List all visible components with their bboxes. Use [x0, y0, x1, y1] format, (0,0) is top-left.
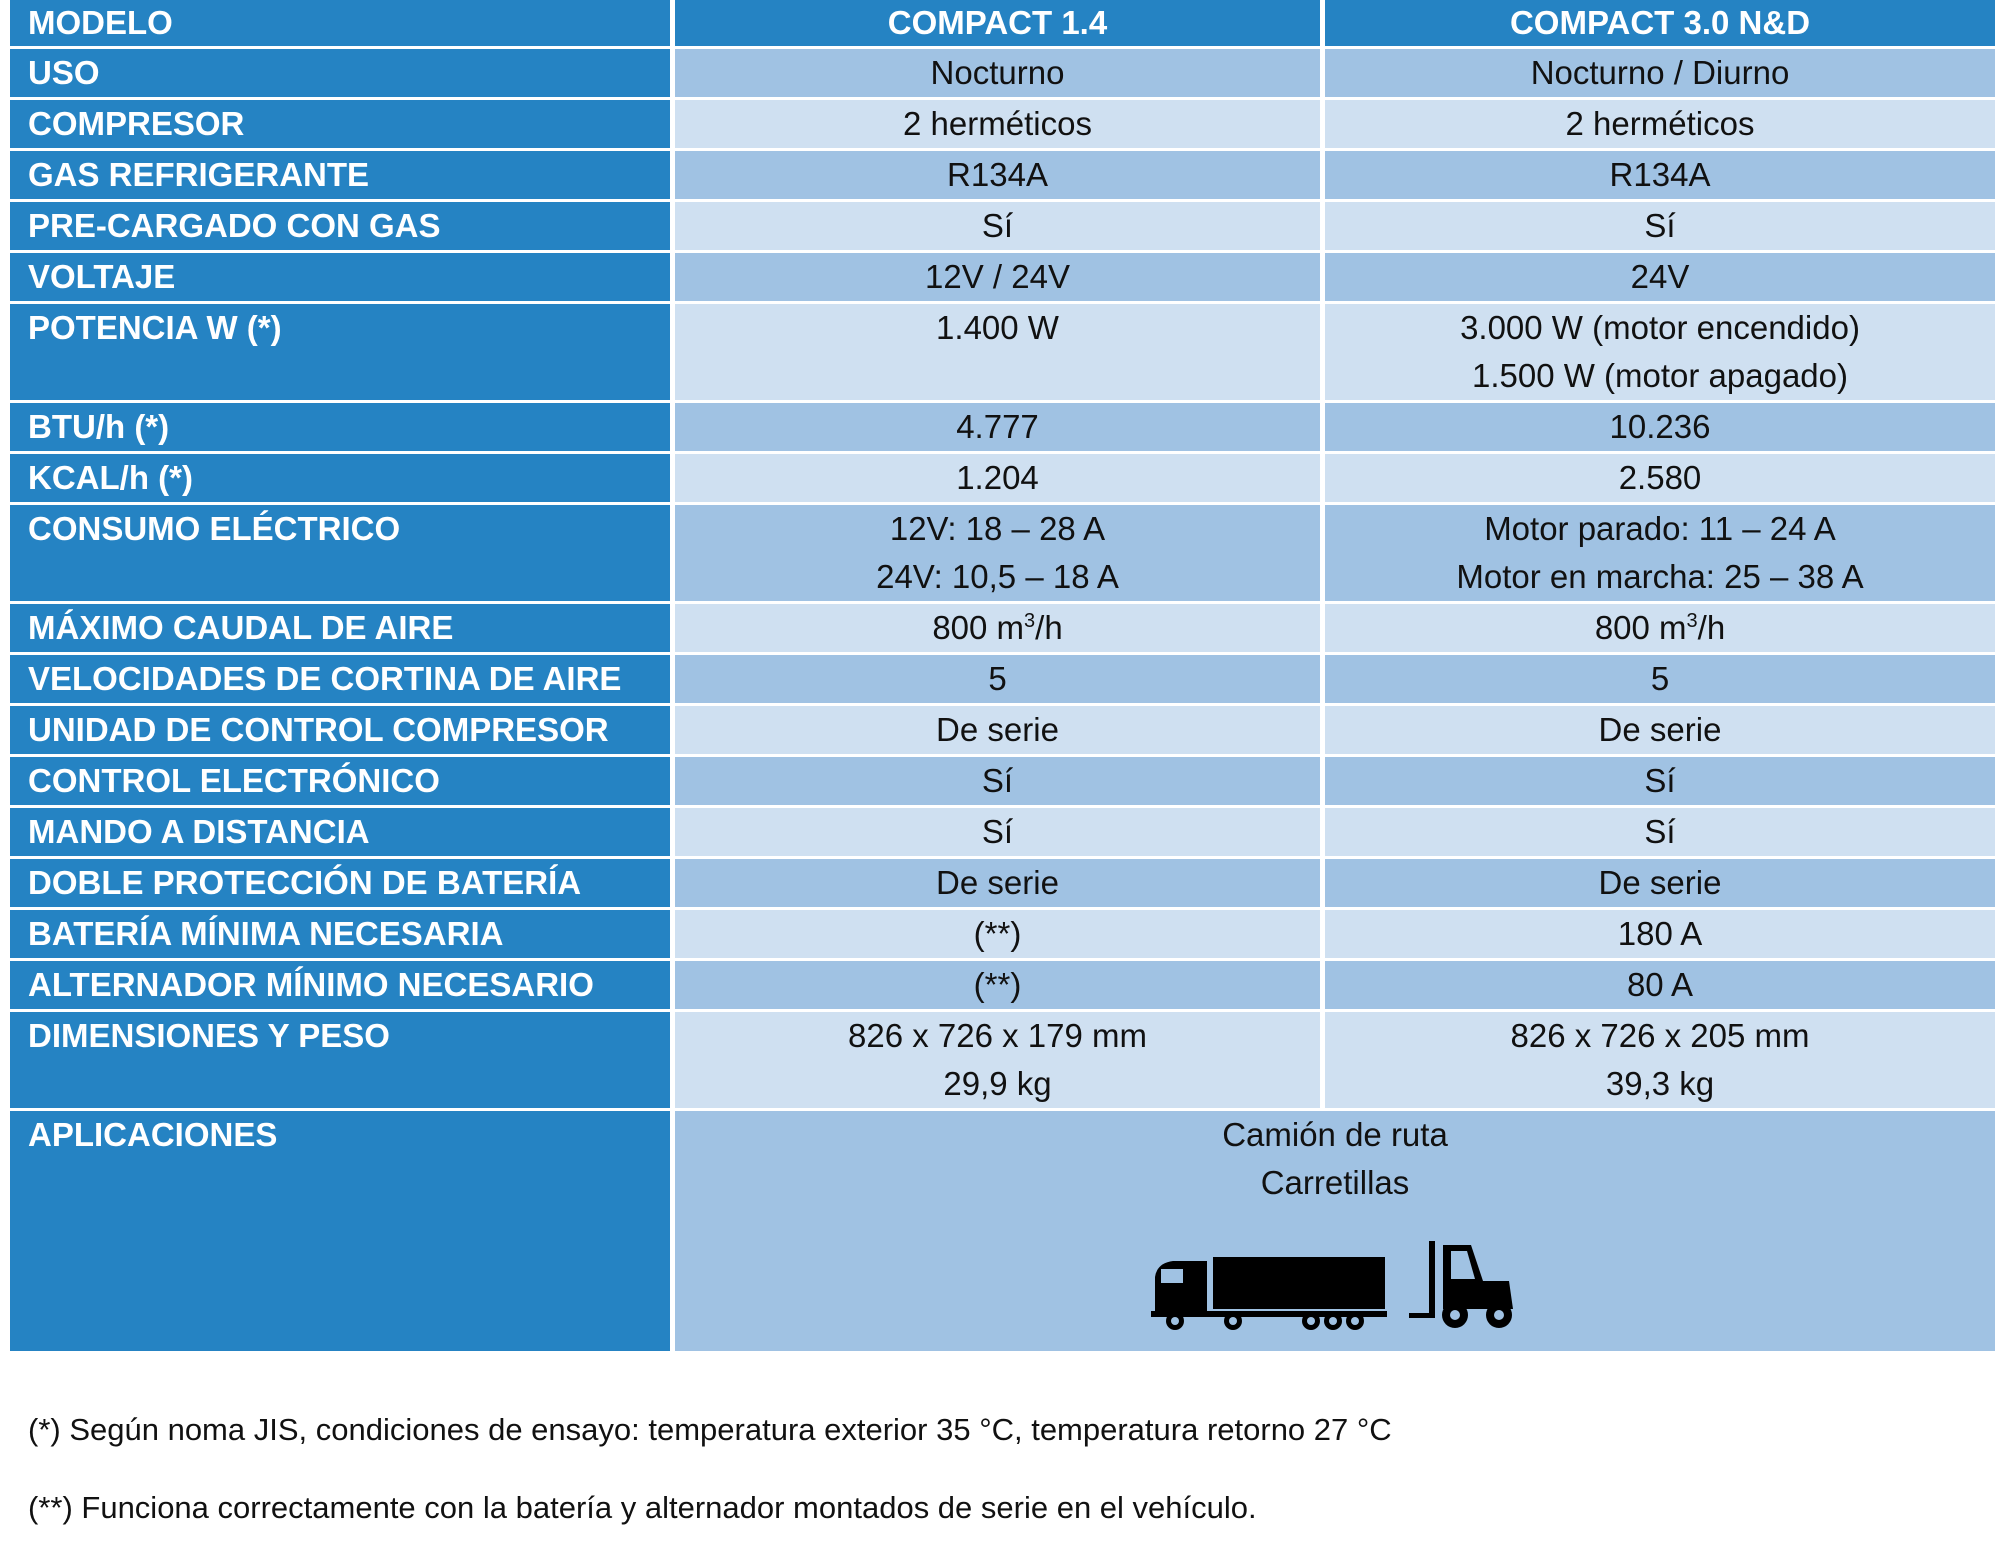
header-compact-1-4: COMPACT 1.4 [675, 0, 1320, 46]
row-15-value-2 [1325, 910, 1995, 958]
value-line: Nocturno / Diurno [1530, 54, 1790, 91]
value-line: 5 [988, 660, 1007, 697]
value-line: R134A [947, 156, 1048, 193]
value-line: 39,3 kg [1605, 1065, 1715, 1102]
header-compact-3-0: COMPACT 3.0 N&D [1325, 0, 1995, 46]
footnote-2: (**) Funciona correctamente con la batería y alternador montados de serie en el vehículo. [28, 1490, 1257, 1525]
row-17-value-2 [1325, 1012, 1995, 1108]
row-17-value-1 [675, 1012, 1320, 1108]
row-0-value-2 [1325, 49, 1995, 97]
value-line: Sí [981, 207, 1014, 244]
row-5-value-2 [1325, 304, 1995, 400]
row-8-value-1 [675, 505, 1320, 601]
row-14-value-2 [1325, 859, 1995, 907]
row-16-value-2 [1325, 961, 1995, 1009]
row-1-value-2 [1325, 100, 1995, 148]
row-5-value-1 [675, 304, 1320, 400]
row-3-value-2 [1325, 202, 1995, 250]
value-line: 12V: 18 – 28 A [889, 510, 1106, 547]
row-15-value-1 [675, 910, 1320, 958]
value-line: 180 A [1617, 915, 1703, 952]
applications-value [675, 1111, 1995, 1351]
value-text: 800 $m^3/h$ [932, 609, 1063, 646]
row-7-value-1 [675, 454, 1320, 502]
value-line: Nocturno [930, 54, 1065, 91]
value-line: (**) [973, 915, 1022, 952]
value-line: 1.500 W (motor apagado) [1471, 357, 1849, 394]
value-line: Motor en marcha: 25 – 38 A [1456, 558, 1864, 595]
row-12-value-1 [675, 757, 1320, 805]
value-line: 29,9 kg [943, 1065, 1052, 1102]
row-label: MANDO A DISTANCIA [10, 808, 670, 856]
header-model-label: MODELO [10, 0, 670, 46]
value-line: De serie [1598, 711, 1722, 748]
row-label: CONTROL ELECTRÓNICO [10, 757, 670, 805]
footnote-1: (*) Según noma JIS, condiciones de ensayo: temperatura exterior 35 °C, temperatura retorno 27 °C [28, 1412, 1392, 1447]
value-line: 1.204 [956, 459, 1039, 496]
row-0-value-1 [675, 49, 1320, 97]
value-line: 3.000 W (motor encendido) [1460, 309, 1860, 346]
row-10-value-2 [1325, 655, 1995, 703]
row-11-value-1 [675, 706, 1320, 754]
value-line: 24V [1630, 258, 1690, 295]
row-label: COMPRESOR [10, 100, 670, 148]
value-line: Sí [1644, 207, 1676, 244]
row-6-value-2 [1325, 403, 1995, 451]
value-line: Sí [981, 813, 1014, 850]
row-label: USO [10, 49, 670, 97]
value-line: 2.580 [1618, 459, 1702, 496]
row-6-value-1 [675, 403, 1320, 451]
value-line: Sí [1644, 762, 1676, 799]
value-line: Sí [981, 762, 1014, 799]
value-line: 4.777 [956, 408, 1039, 445]
value-line: Sí [1644, 813, 1676, 850]
row-10-value-1 [675, 655, 1320, 703]
row-label: CONSUMO ELÉCTRICO [10, 505, 670, 601]
value-line: 10.236 [1609, 408, 1711, 445]
row-label: BATERÍA MÍNIMA NECESARIA [10, 910, 670, 958]
value-line: De serie [936, 711, 1059, 748]
value-line: 5 [1650, 660, 1670, 697]
row-label: POTENCIA W (*) [10, 304, 670, 400]
row-label: VELOCIDADES DE CORTINA DE AIRE [10, 655, 670, 703]
row-label: DOBLE PROTECCIÓN DE BATERÍA [10, 859, 670, 907]
row-label: KCAL/h (*) [10, 454, 670, 502]
row-label: DIMENSIONES Y PESO [10, 1012, 670, 1108]
applications-label: APLICACIONES [10, 1111, 670, 1351]
row-label: GAS REFRIGERANTE [10, 151, 670, 199]
row-label: MÁXIMO CAUDAL DE AIRE [10, 604, 670, 652]
value-line: 826 x 726 x 205 mm [1510, 1017, 1810, 1054]
value-line: 24V: 10,5 – 18 A [876, 558, 1119, 595]
value-line: R134A [1609, 156, 1711, 193]
value-line: 80 A [1626, 966, 1694, 1003]
value-line: 826 x 726 x 179 mm [848, 1017, 1147, 1054]
row-9-value-2 [1325, 604, 1995, 652]
truck-icon [1151, 1251, 1387, 1331]
application-icons [1151, 1235, 1519, 1331]
row-9-value-1 [675, 604, 1320, 652]
value-line: De serie [1598, 864, 1722, 901]
value-line: 2 herméticos [1565, 105, 1755, 142]
row-13-value-2 [1325, 808, 1995, 856]
value-line: 1.400 W [936, 309, 1059, 346]
row-1-value-1 [675, 100, 1320, 148]
row-label: UNIDAD DE CONTROL COMPRESOR [10, 706, 670, 754]
value-line: (**) [973, 966, 1022, 1003]
row-label: VOLTAJE [10, 253, 670, 301]
row-16-value-1 [675, 961, 1320, 1009]
row-8-value-2 [1325, 505, 1995, 601]
row-14-value-1 [675, 859, 1320, 907]
value-line: 12V / 24V [925, 258, 1070, 295]
value-line: Motor parado: 11 – 24 A [1484, 510, 1836, 547]
value-line: De serie [936, 864, 1059, 901]
footnotes [28, 1410, 1392, 1566]
forklift-icon [1409, 1235, 1519, 1331]
application-item: Carretillas [1260, 1164, 1410, 1201]
row-7-value-2 [1325, 454, 1995, 502]
row-2-value-2 [1325, 151, 1995, 199]
row-2-value-1 [675, 151, 1320, 199]
row-3-value-1 [675, 202, 1320, 250]
row-12-value-2 [1325, 757, 1995, 805]
row-13-value-1 [675, 808, 1320, 856]
value-line: 2 herméticos [903, 105, 1092, 142]
row-4-value-1 [675, 253, 1320, 301]
application-item: Camión de ruta [1222, 1116, 1448, 1153]
value-text: 800 $m^3/h$ [1594, 609, 1726, 646]
row-label: BTU/h (*) [10, 403, 670, 451]
spec-table [10, 0, 1995, 1351]
row-label: PRE-CARGADO CON GAS [10, 202, 670, 250]
row-11-value-2 [1325, 706, 1995, 754]
row-label: ALTERNADOR MÍNIMO NECESARIO [10, 961, 670, 1009]
row-4-value-2 [1325, 253, 1995, 301]
